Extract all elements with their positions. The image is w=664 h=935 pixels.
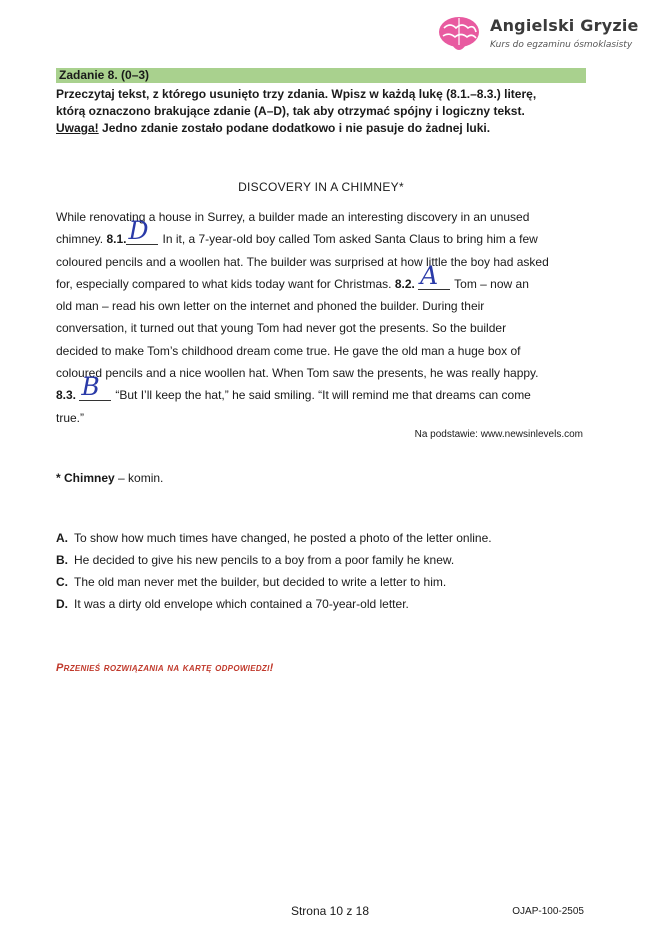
gap-8-1-blank[interactable] [126,216,158,246]
option-text: To show how much times have changed, he posted a photo of the letter online. [74,531,492,545]
footnote-term: * Chimney [56,471,115,485]
instruction-line: którą oznaczono brakujące zdanie (A–D), tak aby otrzymać spójny i logiczny tekst. [56,104,525,118]
text-line: coloured pencils and a nice woollen hat. When Tom saw the presents, he was really happy. [56,366,539,381]
pink-brain-icon [436,14,482,54]
option-text: It was a dirty old envelope which contained a 70-year-old letter. [74,597,409,611]
answer-options [56,527,596,615]
text-line: true.” [56,410,85,425]
option-text: The old man never met the builder, but decided to write a letter to him. [74,575,447,589]
gap-label-8-2: 8.2. [394,276,415,291]
article-source: Na podstawie: www.newsinlevels.com [414,429,583,440]
text-fragment: chimney. [56,232,107,247]
option-c [56,571,596,593]
brand-tagline: Kurs do egzaminu ósmoklasisty [490,40,633,50]
option-letter: B. [56,553,68,567]
document-code: OJAP-100-2505 [512,906,584,917]
text-fragment: In it, a 7-year-old boy called Tom asked Santa Claus to bring him a few [162,232,538,247]
text-fragment: for, especially compared to what kids today want for Christmas. [56,276,395,291]
gap-8-3-blank[interactable] [79,372,111,402]
option-d [56,593,596,615]
article-text [56,206,596,429]
option-letter: C. [56,575,68,589]
instruction-line: Przeczytaj tekst, z którego usunięto trzy zdania. Wpisz w każdą lukę (8.1.–8.3.) literę, [56,87,537,101]
footnote [56,471,163,485]
text-fragment: Tom – now an [454,276,529,291]
text-line: decided to make Tom’s childhood dream come true. He gave the old man a huge box of [56,343,521,358]
option-a [56,527,596,549]
gap-label-8-1: 8.1. [106,232,127,247]
handwritten-answer-8-2: A [420,260,439,290]
article-title: DISCOVERY IN A CHIMNEY* [238,180,404,194]
uwaga-label: Uwaga! [56,121,99,135]
option-text: He decided to give his new pencils to a boy from a poor family he knew. [74,553,455,567]
task-header: Zadanie 8. (0–3) [56,68,586,83]
transfer-answers-note: Przenieś rozwiązania na kartę odpowiedzi! [56,662,274,674]
gap-label-8-3: 8.3. [56,388,77,403]
page-number: Strona 10 z 18 [290,904,370,918]
text-line: While renovating a house in Surrey, a builder made an interesting discovery in an unused [56,210,530,224]
gap-8-2-blank[interactable] [418,260,450,290]
instruction-text: Jedno zdanie zostało podane dodatkowo i nie pasuje do żadnej luki. [98,121,491,135]
option-b [56,549,596,571]
task-instructions [56,86,596,137]
brand-name: Angielski Gryzie [490,16,639,35]
option-letter: A. [56,531,68,545]
instruction-line [56,120,596,137]
option-letter: D. [56,597,68,611]
text-line: old man – read his own letter on the internet and phoned the builder. During their [56,299,485,314]
brand-logo [436,14,656,54]
text-line: conversation, it turned out that young Tom had never got the presents. So the builder [56,321,507,336]
handwritten-answer-8-1: D [128,216,149,246]
handwritten-answer-8-3: B [81,372,100,402]
footnote-definition: – komin. [114,471,164,485]
text-line: coloured pencils and a woollen hat. The builder was surprised at how little the boy had asked [56,254,549,269]
text-fragment: “But I’ll keep the hat,” he said smiling. “It will remind me that dreams can come [115,388,531,403]
